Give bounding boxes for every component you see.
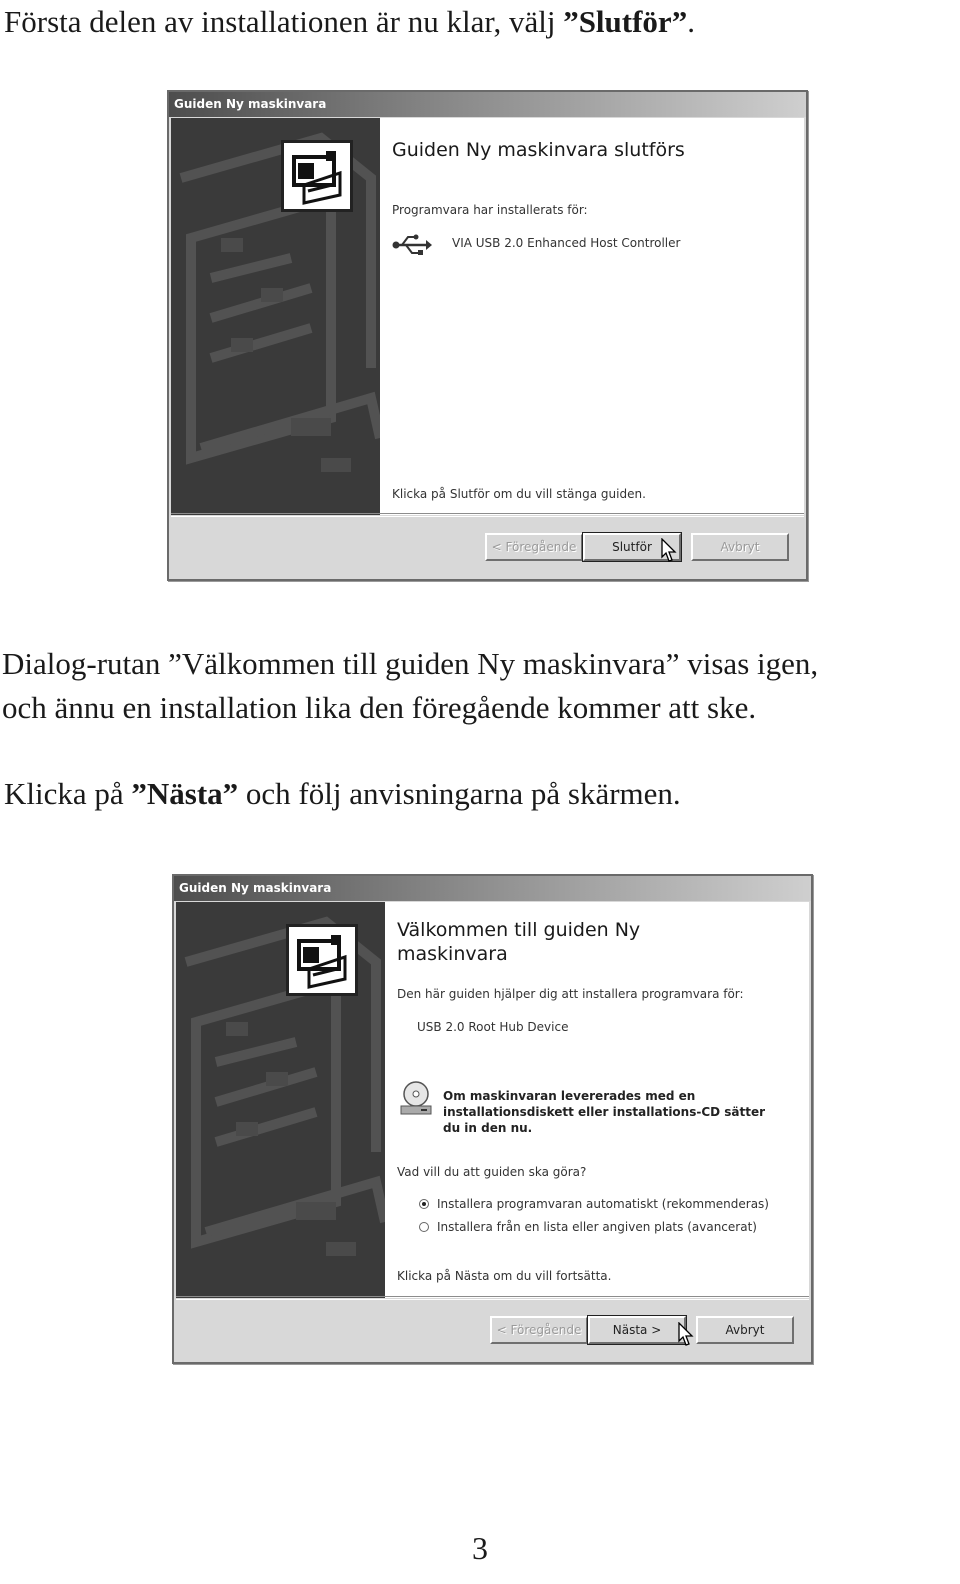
wizard-heading: Guiden Ny maskinvara slutförs xyxy=(392,139,685,161)
page-number: 3 xyxy=(472,1530,488,1566)
para1-quote-close: ” xyxy=(671,4,688,39)
next-instruction: Klicka på Nästa om du vill fortsätta. xyxy=(397,1269,612,1283)
installed-label: Programvara har installerats för: xyxy=(392,203,588,217)
button-separator xyxy=(171,513,804,517)
para3-quote-open: ” xyxy=(131,776,147,811)
para1-suffix: . xyxy=(687,4,695,39)
wizard-heading xyxy=(397,918,640,966)
para1-text: Första delen av installationen är nu klar, välj xyxy=(4,4,564,39)
cd-notice-line3: du in den nu. xyxy=(443,1121,533,1135)
usb-icon xyxy=(392,232,432,258)
option-advanced-label[interactable]: Installera från en lista eller angiven plats (avancerat) xyxy=(437,1220,757,1234)
device-name: USB 2.0 Root Hub Device xyxy=(417,1020,569,1034)
cancel-button[interactable]: Avbryt xyxy=(696,1316,794,1344)
wizard-content xyxy=(385,902,809,1298)
para1-emphasis: Slutför xyxy=(578,4,672,39)
question-text: Vad vill du att guiden ska göra? xyxy=(397,1165,587,1179)
finish-instruction: Klicka på Slutför om du vill stänga guiden. xyxy=(392,487,646,501)
dialog-title: Guiden Ny maskinvara xyxy=(169,92,806,117)
finish-button[interactable]: Slutför xyxy=(583,533,681,561)
wizard-sidebar-graphic xyxy=(176,902,385,1298)
radio-automatic[interactable] xyxy=(419,1199,429,1209)
mouse-cursor-icon xyxy=(661,538,677,564)
back-button[interactable]: < Föregående xyxy=(490,1316,588,1344)
radio-advanced[interactable] xyxy=(419,1222,429,1232)
para2-line2: och ännu en installation lika den föregående kommer att ske. xyxy=(2,690,757,725)
wizard-content xyxy=(380,118,804,515)
instruction-paragraph-3 xyxy=(4,772,681,816)
para2-line1: Dialog-rutan ”Välkommen till guiden Ny maskinvara” visas igen, xyxy=(2,646,819,681)
next-button[interactable]: Nästa > xyxy=(588,1316,686,1344)
para3-suffix: och följ anvisningarna på skärmen. xyxy=(238,776,681,811)
instruction-paragraph-1 xyxy=(4,0,695,44)
cancel-button[interactable]: Avbryt xyxy=(691,533,789,561)
para3-emphasis: Nästa xyxy=(146,776,223,811)
wizard-dialog-welcome xyxy=(172,874,813,1364)
device-name: VIA USB 2.0 Enhanced Host Controller xyxy=(452,236,681,250)
hardware-wizard-icon xyxy=(286,924,358,996)
mouse-cursor-icon xyxy=(678,1322,694,1348)
option-automatic-label[interactable]: Installera programvaran automatiskt (rekommenderas) xyxy=(437,1197,769,1211)
hardware-wizard-icon xyxy=(281,140,353,212)
para3-quote-close: ” xyxy=(222,776,239,811)
back-button[interactable]: < Föregående xyxy=(485,533,583,561)
button-separator xyxy=(176,1296,809,1300)
cd-notice-line1: Om maskinvaran levererades med en xyxy=(443,1089,696,1103)
cd-notice-line2: installationsdiskett eller installations-CD sätter xyxy=(443,1105,766,1119)
wizard-dialog-finish xyxy=(167,90,808,581)
intro-text: Den här guiden hjälper dig att installera programvara för: xyxy=(397,987,744,1001)
cd-drive-icon xyxy=(399,1080,433,1116)
para3-text: Klicka på xyxy=(4,776,132,811)
para1-quote-open: ” xyxy=(563,4,579,39)
wizard-heading-line2: maskinvara xyxy=(397,943,508,965)
wizard-heading-line1: Välkommen till guiden Ny xyxy=(397,919,641,941)
dialog-title: Guiden Ny maskinvara xyxy=(174,876,811,901)
wizard-sidebar-graphic xyxy=(171,118,380,515)
instruction-paragraph-2 xyxy=(2,642,818,730)
